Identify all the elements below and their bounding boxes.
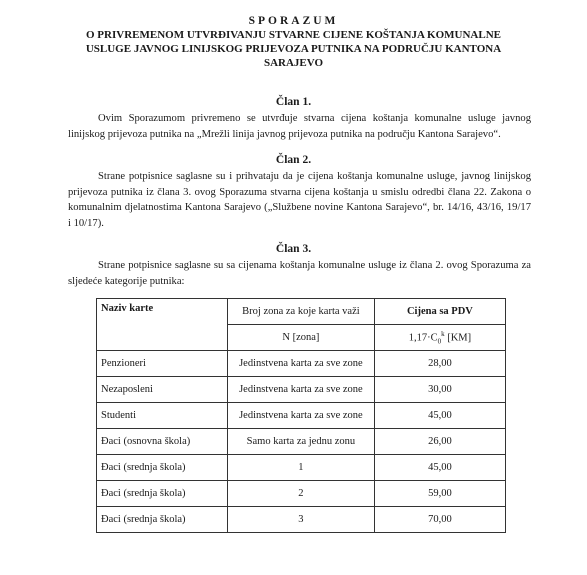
table-row bbox=[97, 481, 506, 507]
clan-3-body: Strane potpisnice saglasne su sa cijenama koštanja komunalne usluge iz člana 2. ovog Sporazuma za sljedeće kategorije putnika: bbox=[68, 260, 531, 287]
row-name: Penzioneri bbox=[97, 351, 228, 377]
row-zones: Samo karta za jednu zonu bbox=[227, 429, 374, 455]
formula-subscript: 0 bbox=[437, 337, 442, 346]
formula-superscript: k bbox=[441, 329, 445, 338]
row-price: 45,00 bbox=[374, 455, 505, 481]
row-price: 59,00 bbox=[374, 481, 505, 507]
clan-1-body: Ovim Sporazumom privremeno se utvrđuje stvarna cijena koštanja komunalne usluge javnog linijskog prijevoza putnika na „Mrežli linija javnog prijevoza putnika na području Kantona Sarajevo“. bbox=[68, 113, 531, 140]
table-row bbox=[97, 429, 506, 455]
row-name: Đaci (srednja škola) bbox=[97, 481, 228, 507]
document-title bbox=[40, 14, 547, 70]
subheader-formula bbox=[374, 325, 505, 351]
table-row bbox=[97, 377, 506, 403]
row-price: 30,00 bbox=[374, 377, 505, 403]
header-cijena: Cijena sa PDV bbox=[374, 299, 505, 325]
row-zones: 1 bbox=[227, 455, 374, 481]
clan-2-body: Strane potpisnice saglasne su i prihvataju da je cijena koštanja komunalne usluge, javnog linijskog prijevoza putnika iz člana 3. ovog Sporazuma stvarna cijena koštanja u smislu odredbi člana 22. Zakona o komunalnim djelatnostima Kantona Sarajevo („Službene novine Kantona Sarajevo“, br. 14/16, 43/16, 19/17 i 10/17). bbox=[68, 171, 531, 229]
clan-2-text bbox=[68, 169, 531, 231]
title-line-3: USLUGE JAVNOG LINIJSKOG PRIJEVOZA PUTNIKA NA PODRUČJU KANTONA bbox=[85, 43, 502, 55]
row-name: Đaci (osnovna škola) bbox=[97, 429, 228, 455]
header-broj-zona: Broj zona za koje karta važi bbox=[227, 299, 374, 325]
row-zones: 2 bbox=[227, 481, 374, 507]
row-zones: 3 bbox=[227, 507, 374, 533]
table-row bbox=[97, 403, 506, 429]
formula-suffix: [KM] bbox=[444, 332, 472, 344]
row-price: 45,00 bbox=[374, 403, 505, 429]
clan-1-heading: Član 1. bbox=[275, 96, 312, 108]
row-name: Studenti bbox=[97, 403, 228, 429]
price-table bbox=[96, 298, 506, 533]
header-naziv-karte: Naziv karte bbox=[97, 299, 228, 351]
clan-3-text bbox=[68, 258, 531, 289]
table-header-row bbox=[97, 299, 506, 325]
subheader-n-zona: N [zona] bbox=[227, 325, 374, 351]
title-line-4: SARAJEVO bbox=[263, 57, 324, 69]
table-row bbox=[97, 507, 506, 533]
title-line-2: O PRIVREMENOM UTVRĐIVANJU STVARNE CIJENE KOŠTANJA KOMUNALNE bbox=[86, 29, 501, 41]
table-row bbox=[97, 351, 506, 377]
row-name: Đaci (srednja škola) bbox=[97, 455, 228, 481]
table-row bbox=[97, 455, 506, 481]
row-price: 26,00 bbox=[374, 429, 505, 455]
row-name: Đaci (srednja škola) bbox=[97, 507, 228, 533]
title-sporazum: SPORAZUM bbox=[248, 15, 339, 27]
clan-2-heading: Član 2. bbox=[275, 154, 312, 166]
row-price: 28,00 bbox=[374, 351, 505, 377]
row-zones: Jedinstvena karta za sve zone bbox=[227, 377, 374, 403]
row-name: Nezaposleni bbox=[97, 377, 228, 403]
row-price: 70,00 bbox=[374, 507, 505, 533]
formula-prefix: 1,17·C bbox=[408, 332, 438, 344]
row-zones: Jedinstvena karta za sve zone bbox=[227, 403, 374, 429]
clan-1-text bbox=[68, 111, 531, 142]
row-zones: Jedinstvena karta za sve zone bbox=[227, 351, 374, 377]
clan-3-heading: Član 3. bbox=[275, 243, 312, 255]
